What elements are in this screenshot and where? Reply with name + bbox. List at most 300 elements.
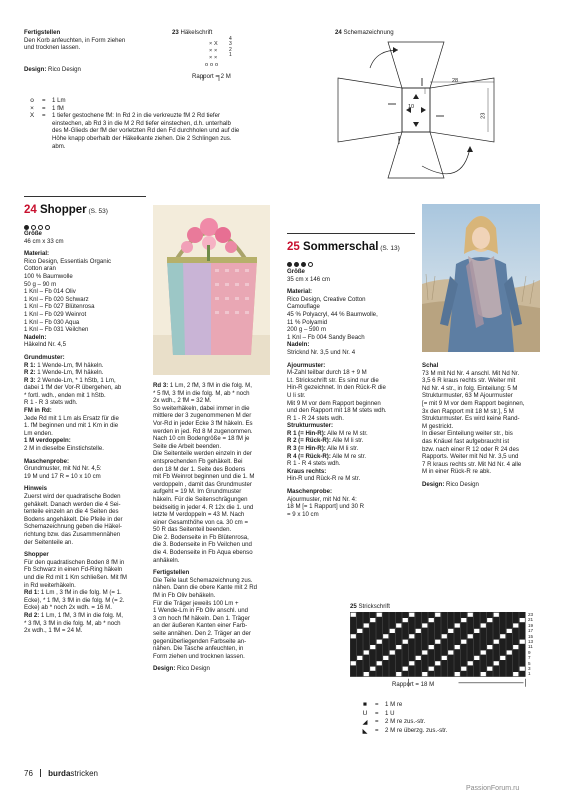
text-line: Für den quadratischen Boden 8 fM in: [24, 558, 125, 566]
text-line: [422, 481, 546, 489]
subheading: Material:: [287, 288, 313, 296]
yarn-over-cell: [396, 672, 401, 676]
text-line: [24, 612, 146, 620]
section-title: Sommerschal: [299, 241, 379, 253]
subheading: Fertigstellen: [153, 569, 190, 577]
brand-name-rest: stricken: [70, 769, 98, 778]
text-line: 73 M mit Nd Nr. 4 anschl. Mit Nd Nr.: [422, 369, 520, 377]
text-line: Ajourmuster, mit Nd Nr. 4:: [287, 495, 357, 503]
inline-label: Rd 2:: [24, 611, 40, 619]
haekelschrift-title: [172, 29, 212, 37]
yarn-over-cell: [409, 634, 414, 638]
row-number: 23: [528, 612, 534, 617]
fertigstellen-heading: Fertigstellen: [24, 29, 61, 36]
text-line: gegenüberliegenden Farbseite an-: [153, 637, 247, 645]
text-line: U li str.: [287, 391, 306, 399]
text-line: Vor-Rd in jeder Ecke 3 fM häkeln. Es: [153, 419, 253, 427]
text-line: M in einer Rück-R re abk.: [422, 468, 492, 476]
row-number: 2: [229, 46, 232, 53]
page-reference: (S. 53): [86, 208, 108, 215]
yarn-over-cell: [507, 629, 512, 633]
yarn-over-cell: [455, 672, 460, 676]
yarn-over-cell: [370, 618, 375, 622]
footer: [24, 769, 98, 778]
yarn-over-cell: [364, 650, 369, 654]
inline-label: R 4 (= Rück-R):: [287, 452, 331, 460]
chart-row-numbers: [528, 612, 533, 677]
text-line: 18 M [= 1 Rapport] und 30 R: [287, 503, 365, 511]
yarn-over-cell: [487, 618, 492, 622]
watermark: PassionForum.ru: [466, 785, 520, 792]
yarn-over-cell: [468, 613, 473, 617]
text-line: Rico Design, Essentials Organic: [24, 257, 112, 265]
text-line: Camouflage: [287, 303, 320, 311]
text-line: nähen. Die Tasche anfeuchten, in: [153, 645, 244, 653]
yarn-over-cell: [429, 645, 434, 649]
chart-grid: [350, 612, 526, 677]
text-line: 45 % Polyacryl, 44 % Baumwolle,: [287, 310, 378, 318]
subheading: Größe: [24, 230, 42, 237]
text-line: [287, 445, 415, 453]
text-line: [153, 665, 275, 673]
yarn-over-cell: [513, 645, 518, 649]
text-line: Die 2. Bodenseite in Fb Blütenrosa,: [153, 533, 249, 541]
text-line: 50 g – 90 m: [24, 280, 57, 288]
figure-title: Strickschrift: [356, 603, 390, 610]
text-line: M-Zahl teilbar durch 18 + 9 M: [287, 369, 367, 377]
yarn-over-cell: [520, 618, 525, 622]
inline-label: R 1 (= Hin-R):: [287, 429, 326, 437]
text-line: letzte M verdoppeln = 43 M. Nach: [153, 511, 245, 519]
shopper-photo: [153, 205, 270, 375]
yarn-over-cell: [390, 650, 395, 654]
yarn-over-cell: [403, 667, 408, 671]
svg-text:X: X: [214, 41, 218, 47]
text-line: 1 Knl – Fb 020 Schwarz: [24, 295, 89, 303]
inline-label: Design:: [153, 665, 176, 673]
text-line: der Seitenteile an.: [24, 538, 74, 546]
yarn-over-cell: [487, 667, 492, 671]
text-line: gehäkelt. Danach werden die 4 Sei-: [24, 500, 121, 508]
inline-text: Rico Design: [444, 480, 479, 488]
svg-text:×: ×: [214, 48, 218, 54]
model-scarf-image: [422, 204, 540, 352]
yarn-over-cell: [429, 618, 434, 622]
subheading: Ajourmuster:: [287, 361, 326, 369]
subheading: 1 M verdoppeln:: [24, 437, 71, 445]
yarn-over-cell: [435, 640, 440, 644]
svg-text:o: o: [205, 62, 209, 68]
text-line: 7 R kraus rechts str. Mit Nd Nr. 4 alle: [422, 460, 522, 468]
row-number: 19: [528, 622, 534, 628]
text-line: Bodens angehäkelt. Die Pfeile in der: [24, 515, 123, 523]
chart-row-numbers: [229, 37, 232, 58]
text-line: Cotton aran: [24, 265, 56, 273]
inline-label: R 2:: [24, 369, 36, 377]
yarn-over-cell: [370, 645, 375, 649]
text-line: bzw. nach einer R 12 oder R 24 des: [422, 445, 519, 453]
text-line: [287, 437, 415, 445]
yarn-over-cell: [481, 672, 486, 676]
text-line: Mit 9 M vor dem Rapport beginnen: [287, 399, 381, 407]
yarn-over-cell: [474, 629, 479, 633]
text-line: Strukturmuster. Es wird keine Rand-: [422, 415, 520, 423]
yarn-over-cell: [461, 667, 466, 671]
text-line: Fb Schwarz in einen Fd-Ring häkeln: [24, 566, 123, 574]
text-line: das Knäuel fast aufgebraucht ist: [422, 437, 510, 445]
yarn-over-cell: [448, 650, 453, 654]
yarn-over-cell: [494, 613, 499, 617]
svg-text:×: ×: [209, 41, 213, 47]
yarn-over-cell: [481, 623, 486, 627]
text-line: mittlere der 3 zugenommenen M der: [153, 412, 252, 420]
yarn-over-cell: [383, 634, 388, 638]
yarn-over-cell: [351, 661, 356, 665]
brand-name-bold: burda: [48, 769, 71, 778]
text-line: in Rd weiterhäkeln.: [24, 581, 76, 589]
text-line: * 3 fM, 3 fM in die folg. M, ab * noch: [24, 619, 121, 627]
inline-text: Alle M re M str.: [325, 429, 368, 437]
figure-title: Häkelschrift: [178, 29, 213, 36]
text-line: So weiterhäkeln, dabei immer in die: [153, 404, 250, 412]
yarn-over-cell: [455, 645, 460, 649]
row-number: 21: [528, 617, 534, 623]
text-line: [24, 369, 146, 377]
text-line: nähen. Dann die obere Kante mit 2 Rd: [153, 584, 258, 592]
yarn-over-cell: [396, 623, 401, 627]
text-line: Nd Nr. 4 str., in folg. Einteilung: 5 M: [422, 384, 518, 392]
text-line: an der äußeren Kanten einer Farb-: [153, 622, 248, 630]
inline-label: R 2 (= Rück-R):: [287, 437, 331, 445]
text-line: Höhe knapp oberhalb der Häkelkante ziehen. Die 2 Schlingen zus.: [52, 134, 232, 142]
text-line: des M-Glieds der fM der vorletzten Rd den Fd durchholen und auf die: [52, 127, 240, 135]
text-line: 3x den Rapport mit 18 M str.], 5 M: [422, 407, 514, 415]
text-line: den 18 M der 1. Seite des Bodens: [153, 465, 246, 473]
schal-column-1: [287, 268, 415, 518]
inline-label: Rd 3:: [153, 382, 169, 389]
shopper-schema-diagram: [330, 38, 500, 186]
text-line: einstechen, ab Rd 3 in die M 2 Rd tiefer einstechen, d.h. unterhalb: [52, 119, 231, 127]
inline-text: 1 Lm , 3 fM in die folg. M (= 1.: [39, 589, 122, 597]
yarn-over-cell: [487, 645, 492, 649]
text-line: [153, 382, 275, 390]
text-line: In dieser Einteilung weiter str., bis: [422, 430, 513, 438]
text-line: 1 Knl – Fb 014 Oliv: [24, 288, 76, 296]
text-line: Rico Design, Creative Cotton: [287, 295, 366, 303]
schal-heading: [287, 237, 400, 255]
yarn-over-cell: [513, 623, 518, 627]
text-line: Stricknd Nr. 3,5 und Nr. 4: [287, 348, 356, 356]
row-number: 9: [528, 649, 531, 655]
yarn-over-cell: [370, 667, 375, 671]
text-line: beidseitig in jeder 4. R 12x die 1. und: [153, 503, 254, 511]
yarn-over-cell: [409, 661, 414, 665]
yarn-over-cell: [364, 623, 369, 627]
inline-text: 1 Lm, 1 fM, 3 fM in die folg. M,: [39, 611, 123, 619]
yarn-over-cell: [403, 640, 408, 644]
difficulty-dot-filled-icon: [294, 262, 299, 267]
text-line: 200 g – 590 m: [287, 326, 326, 334]
subheading: Größe: [287, 268, 305, 275]
yarn-over-cell: [422, 672, 427, 676]
yarn-over-cell: [390, 629, 395, 633]
row-number: 4: [229, 36, 232, 42]
yarn-over-cell: [461, 640, 466, 644]
yarn-over-cell: [435, 613, 440, 617]
figure-number: 25: [350, 603, 357, 610]
yarn-over-cell: [422, 623, 427, 627]
knit-stitch-icon: ■: [363, 701, 367, 708]
yarn-over-cell: [435, 661, 440, 665]
text-line: Die Seitenteile werden einzeln in der: [153, 450, 252, 458]
yarn-over-cell: [481, 650, 486, 654]
text-line: tenteile einzeln an die 4 Seiten des: [24, 508, 119, 516]
text-line: [287, 430, 415, 438]
subheading: Grundmuster:: [24, 353, 65, 361]
section-rule: [24, 196, 146, 197]
inline-text: 2 Wende-Lm, * 1 hStb, 1 Lm,: [35, 376, 116, 384]
text-line: R 1 - R 4 stets wdh.: [287, 460, 341, 468]
legend-text: 1 tiefer gestochene fM: In Rd 2 in die verkreuzte fM 2 Rd tiefer: [52, 112, 220, 120]
svg-text:×: ×: [209, 55, 213, 61]
row-number: 3: [528, 666, 531, 672]
text-line: Grundmuster, mit Nd Nr. 4,5:: [24, 465, 102, 473]
subheading: Hinweis: [24, 485, 48, 493]
shopper-heading: [24, 200, 108, 218]
text-line: Ecke) ab * noch 2x wdh. = 16 M.: [24, 604, 112, 612]
section-rule: [287, 233, 415, 234]
inline-text: Alle M li str.: [330, 437, 364, 445]
text-line: Ecke), * 1 fM, 3 fM in die folg. M (= 2.: [24, 596, 125, 604]
text-line: dabei 1 fM der Vor-R übergehen, ab: [24, 384, 122, 392]
yarn-over-cell: [377, 613, 382, 617]
yarn-over-cell: [357, 629, 362, 633]
row-number: 15: [528, 633, 534, 639]
inline-text: Alle M re str.: [330, 452, 367, 460]
schema-height-label: 23: [480, 112, 487, 119]
text-line: Schemazeichnung geben die Häkel-: [24, 523, 122, 531]
footer-divider: [40, 769, 41, 777]
text-line: [= mit 9 M vor dem Rapport beginnen,: [422, 399, 525, 407]
row-number: 1: [528, 671, 531, 677]
legend-text: 1 M re: [385, 701, 403, 708]
subheading: Material:: [24, 250, 50, 258]
yarn-over-cell: [520, 667, 525, 671]
text-line: 2x wdh., 2 fM = 32 M.: [153, 397, 212, 405]
text-line: werden in jed. Rd 8 M zugenommen.: [153, 427, 253, 435]
text-line: abm.: [52, 142, 66, 150]
section-number: 25: [287, 241, 300, 253]
text-line: 1 Knl – Fb 004 Sandy Beach: [287, 333, 365, 341]
text-line: Den Korb anfeuchten, in Form ziehen: [24, 36, 126, 44]
text-line: aufgeht = 19 M. Im Grundmuster: [153, 488, 242, 496]
yarn-over-cell: [468, 634, 473, 638]
text-line: Die Teile laut Schemazeichnung zus.: [153, 576, 253, 584]
text-line: Häkelnd Nr. 4,5: [24, 341, 67, 349]
shopper-column-2: [153, 382, 275, 673]
inline-label: Rd 1:: [24, 589, 40, 597]
page-reference: (S. 13): [378, 245, 400, 252]
yarn-over-cell: [364, 672, 369, 676]
yarn-over-cell: [409, 613, 414, 617]
difficulty-dot-filled-icon: [301, 262, 306, 267]
text-line: verdoppeln , damit das Grundmuster: [153, 480, 252, 488]
yarn-over-cell: [351, 634, 356, 638]
svg-text:o: o: [210, 62, 214, 68]
symbol-legend: o = 1 Lm × = 1 fM X = 1 tiefer gestochene fM: In Rd 2 in die verkreuzte fM 2 Rd tiefer einstechen, ab Rd 3 in die M 2 Rd tiefer einstechen, d.h. unterhalb des M-Glieds der fM der vorletzten Rd den Fd durchholen und auf die Höhe knapp oberhalb der Häkelkante ziehen. Die 2 Schlingen zus. abm.: [22, 97, 312, 150]
text-line: 1 Wende-Lm in Fb Oliv anschl. und: [153, 607, 249, 615]
inline-label: R 3:: [24, 376, 36, 384]
row-number: 7: [528, 655, 531, 661]
text-line: Hin-R gezeichnet. In den Rück-R die: [287, 384, 386, 392]
subheading: Strukturmuster:: [287, 422, 334, 430]
yarn-over-cell: [383, 656, 388, 660]
difficulty-dot-empty-icon: [308, 262, 313, 267]
text-line: Hin-R und Rück-R re M str.: [287, 475, 361, 483]
subheading: Shopper: [24, 551, 49, 559]
yarn-over-icon: U: [362, 709, 368, 717]
legend-text: 1 fM: [52, 104, 64, 112]
subheading: Nadeln:: [287, 341, 310, 349]
spike-stitch-symbol-icon: X: [29, 112, 35, 120]
figure-number: 23: [172, 29, 179, 36]
row-number: 17: [528, 628, 534, 634]
text-line: und den Rapport mit 18 M stets wdh.: [287, 407, 387, 415]
text-line: 50 R das Seitenteil beenden.: [153, 526, 232, 534]
text-line: die 4. Bodenseite in Fb Aqua ebenso: [153, 549, 253, 557]
difficulty-dot-filled-icon: [287, 262, 292, 267]
text-line: [24, 589, 146, 597]
yarn-over-cell: [442, 656, 447, 660]
text-line: [24, 377, 146, 385]
yarn-over-cell: [416, 629, 421, 633]
schema-width-label: 28: [452, 78, 459, 84]
rapport-label: Rapport = 2 M: [192, 73, 231, 80]
strick-rapport-label: Rapport = 18 M: [392, 681, 435, 688]
yarn-over-cell: [377, 640, 382, 644]
k2tog-icon: ◢: [362, 719, 368, 727]
yarn-over-cell: [403, 618, 408, 622]
inline-text: 1 Lm, 2 fM, 3 fM in die folg. M,: [168, 382, 252, 389]
subheading: Maschenprobe:: [287, 488, 333, 496]
yarn-over-cell: [474, 656, 479, 660]
inline-text: 1 Wende-Lm, fM häkeln.: [35, 369, 104, 377]
section-number: 24: [24, 204, 37, 216]
text-line: Strukturmuster, 63 M Ajourmuster: [422, 392, 513, 400]
fertigstellen-text: [24, 37, 125, 52]
text-line: R 1 - R 24 stets wdh.: [287, 414, 344, 422]
text-line: 3,5 6 R kraus rechts str. Weiter mit: [422, 377, 516, 385]
yarn-over-cell: [507, 650, 512, 654]
yarn-over-cell: [494, 640, 499, 644]
text-line: 2x wdh., 1 fM = 24 M.: [24, 627, 83, 635]
text-line: 1 Knl – Fb 029 Weinrot: [24, 310, 87, 318]
inline-text: 1 Wende-Lm, fM häkeln.: [35, 361, 104, 369]
svg-text:×: ×: [214, 55, 218, 61]
text-line: anhäkeln.: [153, 556, 180, 564]
schema-title: [335, 29, 394, 37]
text-line: 11 % Polyamid: [287, 318, 328, 326]
legend-text: 2 M re überzg. zus.-str.: [385, 727, 448, 735]
text-line: und trocknen lassen.: [24, 44, 81, 52]
row-number: 3: [229, 41, 232, 48]
yarn-over-cell: [442, 634, 447, 638]
text-line: Nach 10 cm Bodengröße = 18 fM je: [153, 435, 250, 443]
yarn-over-cell: [416, 656, 421, 660]
text-line: 1. fM beginnen und mit 1 Km in die: [24, 422, 119, 430]
text-line: 19 M und 17 R = 10 x 10 cm: [24, 472, 101, 480]
strickschrift-title: [350, 603, 390, 611]
text-line: Zuerst wird der quadratische Boden: [24, 493, 121, 500]
text-line: [287, 453, 415, 461]
chain-symbol-icon: o: [30, 97, 34, 104]
text-line: 2 M in dieselbe Einstichstelle.: [24, 445, 104, 453]
yarn-over-cell: [468, 661, 473, 665]
text-line: * 5 fM, 3 fM in die folg. M, ab * noch: [153, 389, 250, 397]
yarn-over-cell: [500, 634, 505, 638]
yarn-over-cell: [500, 656, 505, 660]
design-value: Rico Design: [46, 66, 81, 73]
text-line: 1 Knl – Fb 030 Aqua: [24, 318, 80, 326]
top-design-line: [24, 66, 81, 74]
ssk-icon: ◣: [362, 728, 368, 736]
knitting-legend: ■ = 1 M re U = 1 U ◢ = 2 M re zus.-str. ◣ = 2 M re überzg. zus.-str.: [355, 701, 495, 735]
legend-text: 2 M re zus.-str.: [385, 718, 426, 726]
inline-text: Alle M li str.: [325, 445, 359, 453]
text-line: fM in Fb Oliv behäkeln.: [153, 592, 216, 600]
svg-text:×: ×: [209, 48, 213, 54]
text-line: R 1 - R 3 stets wdh.: [24, 399, 78, 407]
yarn-over-cell: [448, 629, 453, 633]
text-line: einer Gesamthöhe von ca. 30 cm =: [153, 518, 249, 526]
text-line: häkeln. Für die Seitenschrägungen: [153, 495, 248, 503]
text-line: Rapports. Weiter mit Nd Nr. 3,5 und: [422, 453, 519, 461]
yarn-over-cell: [377, 661, 382, 665]
yarn-over-cell: [520, 640, 525, 644]
text-line: 1 Knl – Fb 031 Veilchen: [24, 326, 89, 334]
text-line: Lt. Strickschrift str. Es sind nur die: [287, 376, 379, 384]
section-title: Shopper: [36, 204, 87, 216]
row-number: 1: [229, 51, 232, 58]
text-line: die 3. Bodenseite in Fb Veilchen und: [153, 541, 252, 549]
text-line: 35 cm x 146 cm: [287, 275, 331, 283]
text-line: Seite die Arbeit beenden.: [153, 442, 222, 450]
figure-title: Schemazeichnung: [341, 29, 394, 36]
text-line: [24, 362, 146, 370]
text-line: mit Fb Weinrot beginnen und die 1. M: [153, 473, 255, 481]
text-line: und die Rd mit 1 Km schließen. Mit fM: [24, 573, 127, 581]
crochet-chart: [195, 37, 255, 95]
text-line: entsprechenden Fb gehäkelt. Bei: [153, 457, 243, 465]
knitting-chart: [350, 612, 528, 700]
inline-label: R 3 (= Hin-R):: [287, 445, 326, 453]
page-number: 76: [24, 769, 33, 778]
inline-label: R 1:: [24, 361, 36, 369]
yarn-over-cell: [357, 656, 362, 660]
text-line: 1 Knl – Fb 027 Blütenrosa: [24, 303, 95, 311]
text-line: 100 % Baumwolle: [24, 272, 73, 280]
yarn-over-cell: [422, 650, 427, 654]
subheading: FM in Rd:: [24, 407, 52, 415]
text-line: Für die Träger jeweils 100 Lm +: [153, 599, 239, 607]
schema-center-label: 10: [408, 104, 415, 110]
row-number: 5: [528, 660, 531, 666]
single-crochet-symbol-icon: ×: [30, 104, 34, 112]
legend-text: 1 U: [385, 709, 395, 717]
yarn-over-cell: [429, 667, 434, 671]
figure-number: 24: [335, 29, 342, 36]
yarn-over-cell: [461, 618, 466, 622]
